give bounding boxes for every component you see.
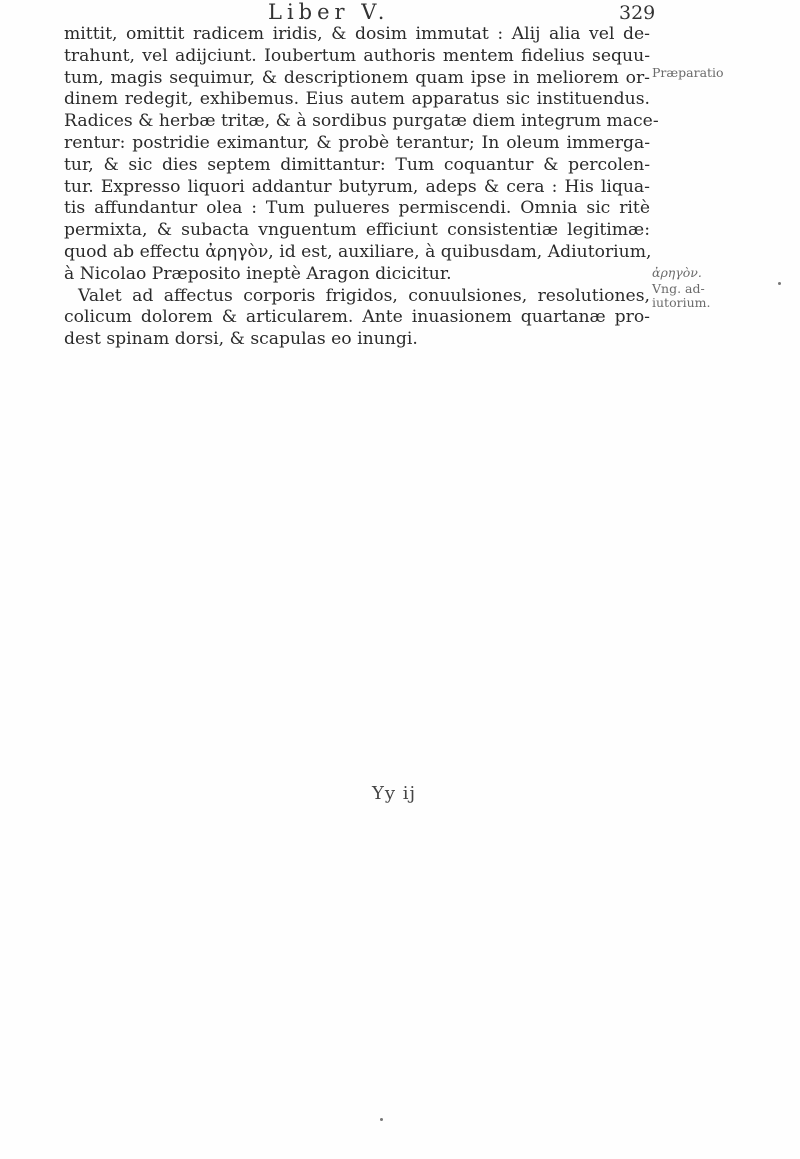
text-line: dest spinam dorsi, & scapulas eo inungi. — [64, 329, 418, 350]
paragraph-first-line: Valet ad affectus corporis frigidos, conuulsiones, resolutiones, — [78, 285, 650, 306]
text-line: dinem redegit, exhibemus. Eius autem apparatus sic instituendus. — [64, 89, 650, 110]
text-line: tum, magis sequimur, & descriptionem quam ipse in meliorem or- — [64, 67, 650, 88]
page-number: 329 — [619, 2, 656, 24]
ink-speck — [778, 282, 781, 285]
text-line: quod ab effectu ἀρηγὸν, id est, auxiliare, à quibusdam, Adiutorium, — [64, 241, 652, 262]
text-line: mittit, omittit radicem iridis, & dosim immutat : Alij alia vel de- — [64, 24, 650, 44]
running-header-title: Liber V. — [268, 0, 390, 24]
text-line: trahunt, vel adijciunt. Ioubertum authoris mentem fidelius sequu- — [64, 45, 650, 66]
margin-note-vng-line1: Vng. ad- — [652, 281, 705, 296]
text-line: permixta, & subacta vnguentum efficiunt consistentiæ legitimæ: — [64, 220, 650, 241]
margin-note-praeparatio: Præparatio — [652, 65, 724, 80]
text-line: tur, & sic dies septem dimittantur: Tum coquantur & percolen- — [64, 154, 650, 175]
text-line: tis affundantur olea : Tum pulueres permiscendi. Omnia sic ritè — [64, 198, 650, 219]
text-line: rentur: postridie eximantur, & probè terantur; In oleum immerga- — [64, 132, 650, 153]
margin-note-greek: ἀρηγὸν. — [652, 265, 702, 280]
body-text-block — [64, 24, 659, 351]
text-line: à Nicolao Præposito ineptè Aragon dicicitur. — [64, 263, 452, 284]
ink-speck — [380, 1118, 383, 1121]
margin-note-vng-line2: iutorium. — [652, 295, 711, 310]
signature-mark: Yy ij — [372, 783, 417, 804]
text-line: tur. Expresso liquori addantur butyrum, adeps & cera : His liqua- — [64, 176, 650, 197]
text-line: colicum dolorem & articularem. Ante inuasionem quartanæ pro- — [64, 307, 650, 328]
text-line: Radices & herbæ tritæ, & à sordibus purgatæ diem integrum mace- — [64, 111, 659, 132]
